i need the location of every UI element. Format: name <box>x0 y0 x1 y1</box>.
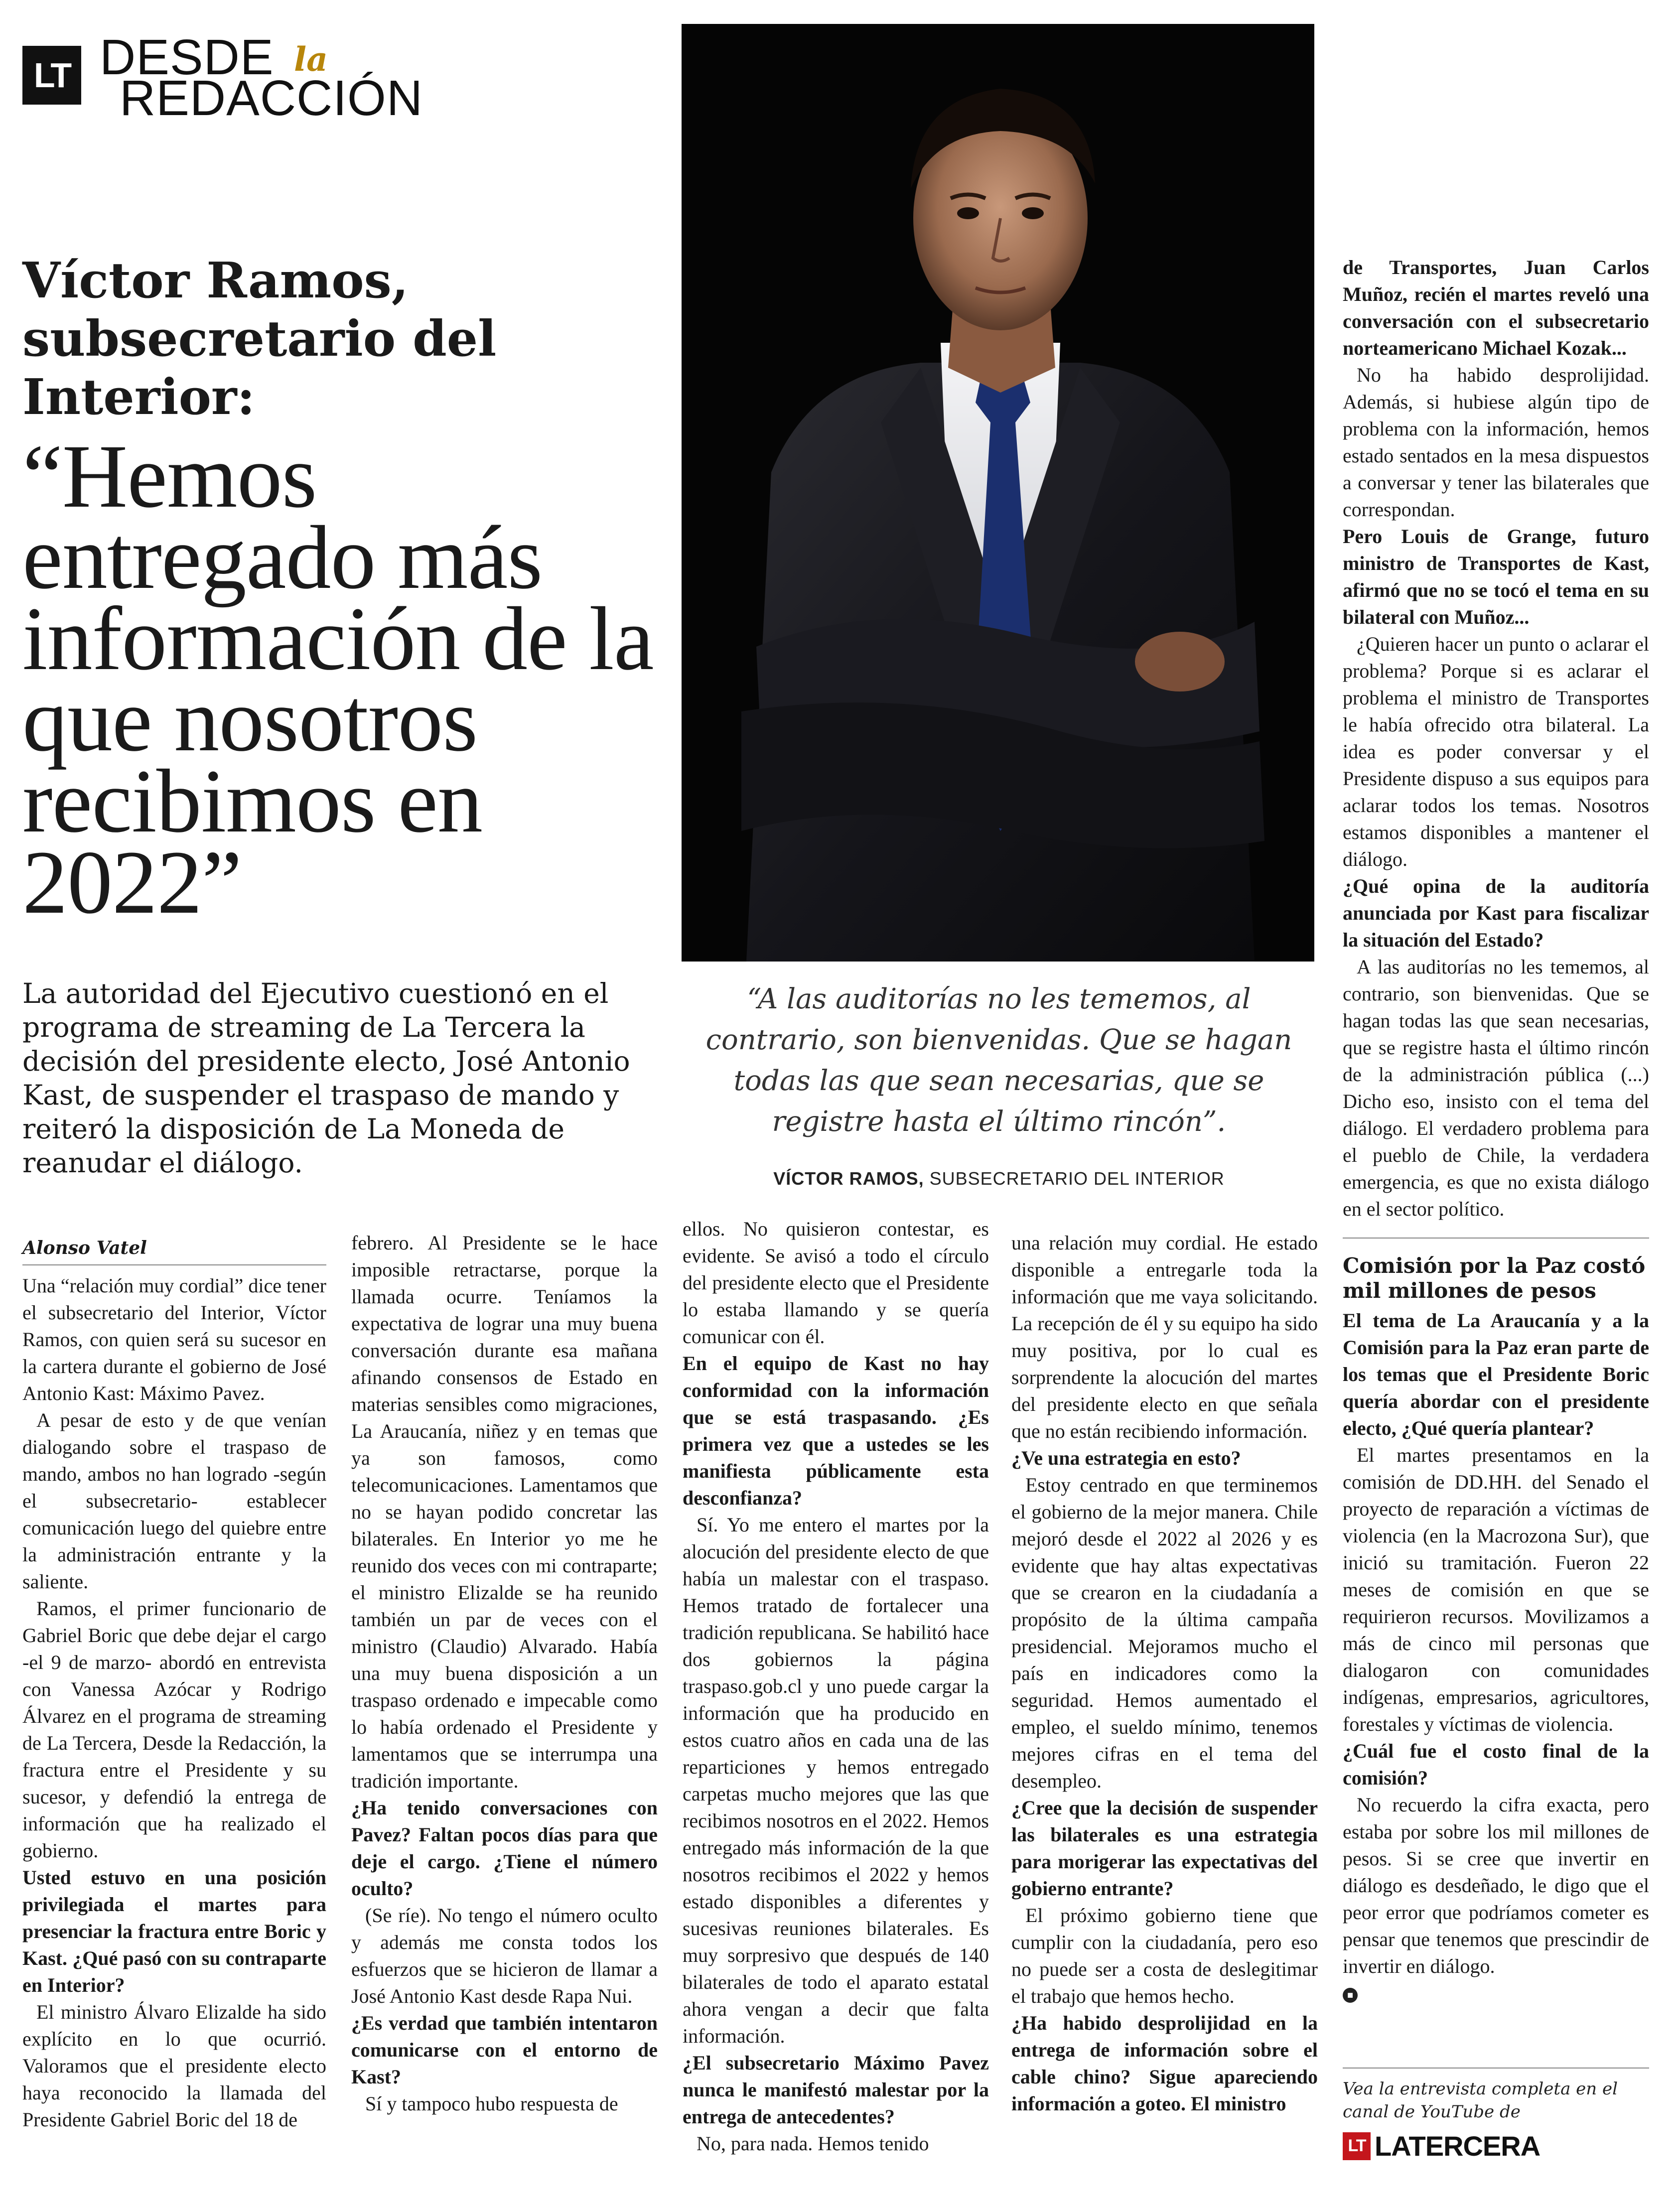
question-paragraph: ¿Ha habido desprolijidad en la entrega de información sobre el cable chino? Sigue apareciendo información a goteo. El ministro <box>1011 2012 1318 2115</box>
article-column-1 <box>22 1235 326 2133</box>
section-title-desde: DESDE <box>100 29 274 85</box>
la-tercera-wordmark: LATERCERA <box>1375 2130 1540 2162</box>
question-paragraph: ¿Es verdad que también intentaron comunicarse con el entorno de Kast? <box>351 2012 658 2088</box>
question-paragraph: ¿Ve una estrategia en esto? <box>1011 1447 1241 1469</box>
answer-paragraph: Estoy centrado en que terminemos el gobierno de la mejor manera. Chile mejoró desde el 2022 al 2026 y es evidente que hay altas expectativas que se crearon en la ciudadanía a propósito de la última campaña presidencial. Mejoramos mucho el país en indicadores como la seguridad. Hemos aumentado el empleo, el sueldo mínimo, tenemos mejores cifras en el tema del desempleo. <box>1011 1474 1318 1792</box>
section-title-la: la <box>294 40 328 79</box>
answer-paragraph: febrero. Al Presidente se le hace imposible retractarse, porque la llamada ocurre. Teníamos la expectativa de lograr una muy buena conversación durante esa mañana afinando consensos de Estado en materias sensibles como migraciones, La Araucanía, niñez y en temas que ya son famosos, como telecomunicaciones. Lamentamos que no se hayan podido concretar las bilaterales. En Interior yo me he reunido dos veces con mi contraparte; el ministro Elizalde se ha reunido también un par de veces con el ministro (Claudio) Alvarado. Había una muy buena disposición a un traspaso ordenado e impecable como lo había ordenado el Presidente y lamentamos que se interrumpa una tradición importante. <box>351 1232 658 1792</box>
answer-paragraph: No ha habido desprolijidad. Además, si hubiese algún tipo de problema con la información, hemos estado sentados en la mesa dispuestos a conversar y tener las bilaterales que correspondan. <box>1343 364 1649 521</box>
question-paragraph: Pero Louis de Grange, futuro ministro de Transportes de Kast, afirmó que no se tocó el tema en su bilateral con Muñoz... <box>1343 525 1649 628</box>
answer-paragraph: No, para nada. Hemos tenido <box>697 2132 929 2155</box>
headline-kicker: Víctor Ramos, subsecretario del Interior: <box>22 252 497 426</box>
answer-paragraph: Ramos, el primer funcionario de Gabriel Boric que debe dejar el cargo -el 9 de marzo- abordó en entrevista con Vanessa Azócar y Rodrigo Álvarez en el programa de streaming de La Tercera, Desde la Redacción, la fractura entre el Presidente y su sucesor, y defendió la entrega de información que ha realizado el gobierno. <box>22 1597 326 1862</box>
article-column-2 <box>351 1230 658 2117</box>
portrait-photo <box>682 24 1314 962</box>
answer-paragraph: ¿Quieren hacer un punto o aclarar el problema? Porque si es aclarar el problema el ministro de Transportes le había ofrecido otra bilateral. La idea es poder conversar y el Presidente dispuso a sus equipos para aclarar todos los temas. Nosotros estamos disponibles a mantener el diálogo. <box>1343 633 1649 870</box>
question-paragraph: de Transportes, Juan Carlos Muñoz, recién el martes reveló una conversación con el subsecretario norteamericano Michael Kozak... <box>1343 256 1649 359</box>
question-paragraph: ¿Cuál fue el costo final de la comisión? <box>1343 1740 1649 1789</box>
answer-paragraph: El próximo gobierno tiene que cumplir con la ciudadanía, pero eso no puede ser a costa de deslegitimar el trabajo que hemos hecho. <box>1011 1904 1318 2007</box>
answer-paragraph: El martes presentamos en la comisión de DD.HH. del Senado el proyecto de reparación a víctimas de violencia (en la Macrozona Sur), que inició su tramitación. Fueron 22 meses de comisión en que se requirieron recursos. Movilizamos a más de cinco mil personas que dialogaron con comunidades indígenas, empresarios, agricultores, forestales y víctimas de violencia. <box>1343 1444 1649 1735</box>
credit-name: VÍCTOR RAMOS, <box>773 1168 924 1189</box>
youtube-note <box>1343 2068 1649 2123</box>
answer-paragraph: A pesar de esto y de que venían dialogando sobre el traspaso de mando, ambos no han logrado -según el subsecretario- establecer comunicación luego del quiebre entre la administración entrante y la saliente. <box>22 1409 326 1593</box>
end-mark-icon: ■ <box>1343 1988 1358 2003</box>
pull-quote-credit <box>683 1168 1315 1189</box>
section-title-redaccion: REDACCIÓN <box>120 70 423 126</box>
headline-quote: “Hemos entregado más información de la que nosotros recibimos en 2022” <box>22 426 654 933</box>
answer-paragraph: Sí y tampoco hubo respuesta de <box>365 2092 618 2115</box>
question-paragraph: ¿Ha tenido conversaciones con Pavez? Faltan pocos días para que deje el cargo. ¿Tiene el número oculto? <box>351 1796 658 1900</box>
la-tercera-logo[interactable] <box>1343 2130 1540 2162</box>
answer-paragraph: (Se ríe). No tengo el número oculto y además me consta todos los esfuerzos que se hicieron de llamar a José Antonio Kast desde Rapa Nui. <box>351 1904 658 2007</box>
answer-paragraph: Sí. Yo me entero el martes por la alocución del presidente electo de que había un malestar con el traspaso. Hemos tratado de fortalecer una tradición republicana. Se habilitó hace dos gobiernos la página traspaso.gob.cl y uno puede cargar la información que ha producido en estos cuatro años en cada una de las reparticiones y hemos entregado carpetas mucho mejores que las que recibimos nosotros en el 2022. Hemos entregado más información de la que nosotros recibimos el 2022 y hemos estado disponibles a diferentes y sucesivas reuniones bilaterales. Es muy sorpresivo que después de 140 bilaterales de todo el aparato estatal ahora vengan a decir que falta información. <box>683 1514 989 2047</box>
lt-logo-box: LT <box>1343 2132 1371 2160</box>
portrait-illustration <box>682 24 1314 962</box>
question-paragraph: El tema de La Araucanía y a la Comisión para la Paz eran parte de los temas que el Presidente Boric quería abordar con el presidente electo, ¿Qué quería plantear? <box>1343 1309 1649 1439</box>
answer-paragraph: una relación muy cordial. He estado disponible a entregarle toda la información que me vaya solicitando. La recepción de él y su equipo ha sido muy positiva, por lo cual es sorprendente la alocución del martes del presidente electo en que señala que no están recibiendo información. <box>1011 1232 1318 1442</box>
article-column-5 <box>1343 254 1649 2007</box>
byline: Alonso Vatel <box>22 1235 326 1265</box>
answer-paragraph: ellos. No quisieron contestar, es evidente. Se avisó a todo el círculo del presidente electo que el Presidente lo estaba llamando y se quería comunicar con él. <box>683 1218 989 1348</box>
article-column-4 <box>1011 1230 1318 2117</box>
question-paragraph: Usted estuvo en una posición privilegiada el martes para presenciar la fractura entre Boric y Kast. ¿Qué pasó con su contraparte en Interior? <box>22 1866 326 1996</box>
credit-role: SUBSECRETARIO DEL INTERIOR <box>924 1168 1225 1189</box>
lt-section-logo: LT <box>22 46 81 105</box>
answer-paragraph: Una “relación muy cordial” dice tener el subsecretario del Interior, Víctor Ramos, con quien será su sucesor en la cartera durante el gobierno de José Antonio Kast: Máximo Pavez. <box>22 1274 326 1404</box>
youtube-note-text: Vea la entrevista completa en el canal de YouTube de <box>1343 2079 1618 2122</box>
article-column-3 <box>683 1216 989 2157</box>
pull-quote: “A las auditorías no les tememos, al contrario, son bienvenidas. Que se hagan todas las que sean necesarias, que se registre hasta el último rincón”. <box>705 983 1292 1138</box>
answer-paragraph: No recuerdo la cifra exacta, pero estaba por sobre los mil millones de pesos. Si se cree que invertir en diálogo es desdeñado, le digo que el peor error que podríamos cometer es pensar que tenemos que prescindir de invertir en diálogo. <box>1343 1794 1649 1977</box>
subheading-comision: Comisión por la Paz costó mil millones de pesos <box>1343 1238 1649 1303</box>
answer-paragraph: El ministro Álvaro Elizalde ha sido explícito en lo que ocurrió. Valoramos que el presidente electo haya reconocido la llamada del Presidente Gabriel Boric del 18 de <box>22 2001 326 2131</box>
question-paragraph: ¿El subsecretario Máximo Pavez nunca le manifestó malestar por la entrega de antecedentes? <box>683 2052 989 2128</box>
answer-paragraph: A las auditorías no les tememos, al contrario, son bienvenidas. Que se hagan todas las que sean necesarias, que se registre hasta el último rincón de la administración pública (...) Dicho eso, insisto con el tema del diálogo. El verdadero problema para el pueblo de Chile, la verdadera emergencia, es que no exista diálogo en el sector político. <box>1343 956 1649 1220</box>
question-paragraph: ¿Qué opina de la auditoría anunciada por Kast para fiscalizar la situación del Estado? <box>1343 875 1649 951</box>
lead-paragraph: La autoridad del Ejecutivo cuestionó en el programa de streaming de La Tercera la decisión del presidente electo, José Antonio Kast, de suspender el traspaso de mando y reiteró la disposición de La Moneda de reanudar el diálogo. <box>22 977 630 1179</box>
question-paragraph: En el equipo de Kast no hay conformidad con la información que se está traspasando. ¿Es primera vez que a ustedes se les manifiesta públicamente esta desconfianza? <box>683 1352 989 1509</box>
question-paragraph: ¿Cree que la decisión de suspender las bilaterales es una estrategia para morigerar las expectativas del gobierno entrante? <box>1011 1796 1318 1900</box>
